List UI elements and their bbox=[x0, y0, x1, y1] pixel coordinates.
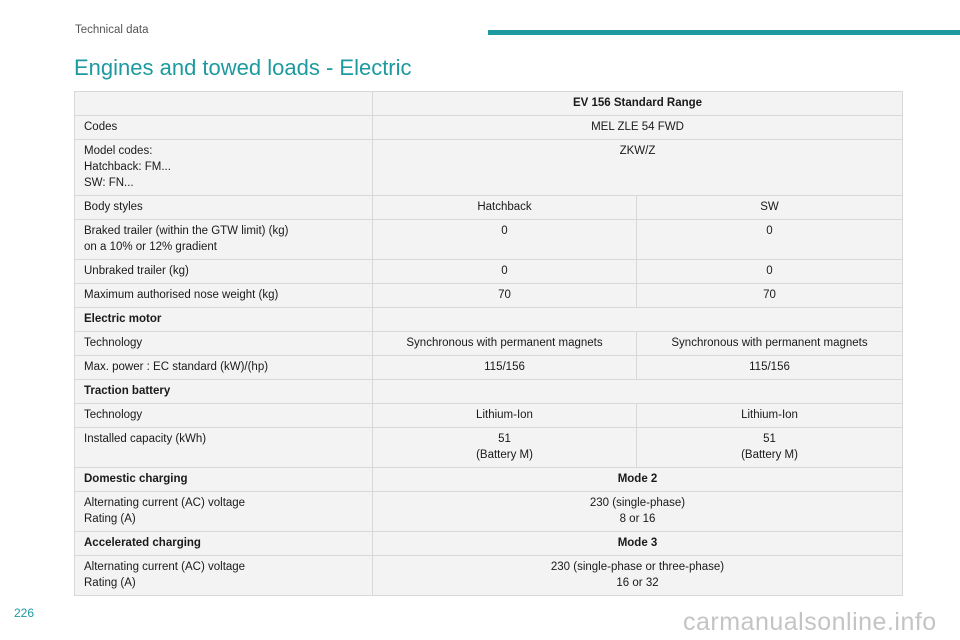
sw-value: 70 bbox=[637, 284, 903, 308]
table-row bbox=[75, 556, 903, 596]
row-label: Braked trailer (within the GTW limit) (kg) on a 10% or 12% gradient bbox=[75, 220, 373, 260]
table-row bbox=[75, 404, 903, 428]
table-row bbox=[75, 284, 903, 308]
hatchback-value: 70 bbox=[373, 284, 637, 308]
row-value: MEL ZLE 54 FWD bbox=[373, 116, 903, 140]
empty-cell bbox=[373, 380, 903, 404]
sw-value: 51 (Battery M) bbox=[637, 428, 903, 468]
row-label: Model codes: Hatchback: FM... SW: FN... bbox=[75, 140, 373, 196]
table-corner-cell bbox=[75, 92, 373, 116]
table-row bbox=[75, 116, 903, 140]
sw-value: 115/156 bbox=[637, 356, 903, 380]
table-section-row bbox=[75, 308, 903, 332]
row-label: Maximum authorised nose weight (kg) bbox=[75, 284, 373, 308]
sw-value: Synchronous with permanent magnets bbox=[637, 332, 903, 356]
row-label: Alternating current (AC) voltage Rating (A) bbox=[75, 556, 373, 596]
row-label: Alternating current (AC) voltage Rating (A) bbox=[75, 492, 373, 532]
sw-value: Lithium-Ion bbox=[637, 404, 903, 428]
table-row bbox=[75, 196, 903, 220]
sw-value: SW bbox=[637, 196, 903, 220]
row-value: 230 (single-phase or three-phase) 16 or 32 bbox=[373, 556, 903, 596]
row-value: ZKW/Z bbox=[373, 140, 903, 196]
sw-value: 0 bbox=[637, 220, 903, 260]
table-row bbox=[75, 428, 903, 468]
charging-mode: Mode 3 bbox=[373, 532, 903, 556]
row-label: Codes bbox=[75, 116, 373, 140]
section-heading-accelerated-charging: Accelerated charging bbox=[75, 532, 373, 556]
sw-value: 0 bbox=[637, 260, 903, 284]
charging-mode: Mode 2 bbox=[373, 468, 903, 492]
table-section-row bbox=[75, 380, 903, 404]
hatchback-value: 115/156 bbox=[373, 356, 637, 380]
table-section-row bbox=[75, 468, 903, 492]
table-section-row bbox=[75, 532, 903, 556]
section-accent-bar bbox=[488, 30, 960, 35]
hatchback-value: 0 bbox=[373, 220, 637, 260]
table-row bbox=[75, 260, 903, 284]
section-heading-traction-battery: Traction battery bbox=[75, 380, 373, 404]
table-row bbox=[75, 140, 903, 196]
section-heading-domestic-charging: Domestic charging bbox=[75, 468, 373, 492]
table-row bbox=[75, 492, 903, 532]
row-label: Body styles bbox=[75, 196, 373, 220]
engine-spec-table bbox=[74, 91, 903, 596]
row-label: Technology bbox=[75, 332, 373, 356]
empty-cell bbox=[373, 308, 903, 332]
row-label: Technology bbox=[75, 404, 373, 428]
page-number: 226 bbox=[14, 606, 35, 620]
row-value: 230 (single-phase) 8 or 16 bbox=[373, 492, 903, 532]
table-row bbox=[75, 356, 903, 380]
hatchback-value: Synchronous with permanent magnets bbox=[373, 332, 637, 356]
hatchback-value: 0 bbox=[373, 260, 637, 284]
watermark: carmanualsonline.info bbox=[683, 608, 937, 636]
table-header-row bbox=[75, 92, 903, 116]
page-title: Engines and towed loads - Electric bbox=[74, 55, 412, 80]
row-label: Installed capacity (kWh) bbox=[75, 428, 373, 468]
section-label: Technical data bbox=[75, 24, 149, 36]
row-label: Max. power : EC standard (kW)/(hp) bbox=[75, 356, 373, 380]
table-row bbox=[75, 220, 903, 260]
hatchback-value: Hatchback bbox=[373, 196, 637, 220]
section-heading-electric-motor: Electric motor bbox=[75, 308, 373, 332]
hatchback-value: Lithium-Ion bbox=[373, 404, 637, 428]
hatchback-value: 51 (Battery M) bbox=[373, 428, 637, 468]
table-row bbox=[75, 332, 903, 356]
table-header-cell: EV 156 Standard Range bbox=[373, 92, 903, 116]
row-label: Unbraked trailer (kg) bbox=[75, 260, 373, 284]
